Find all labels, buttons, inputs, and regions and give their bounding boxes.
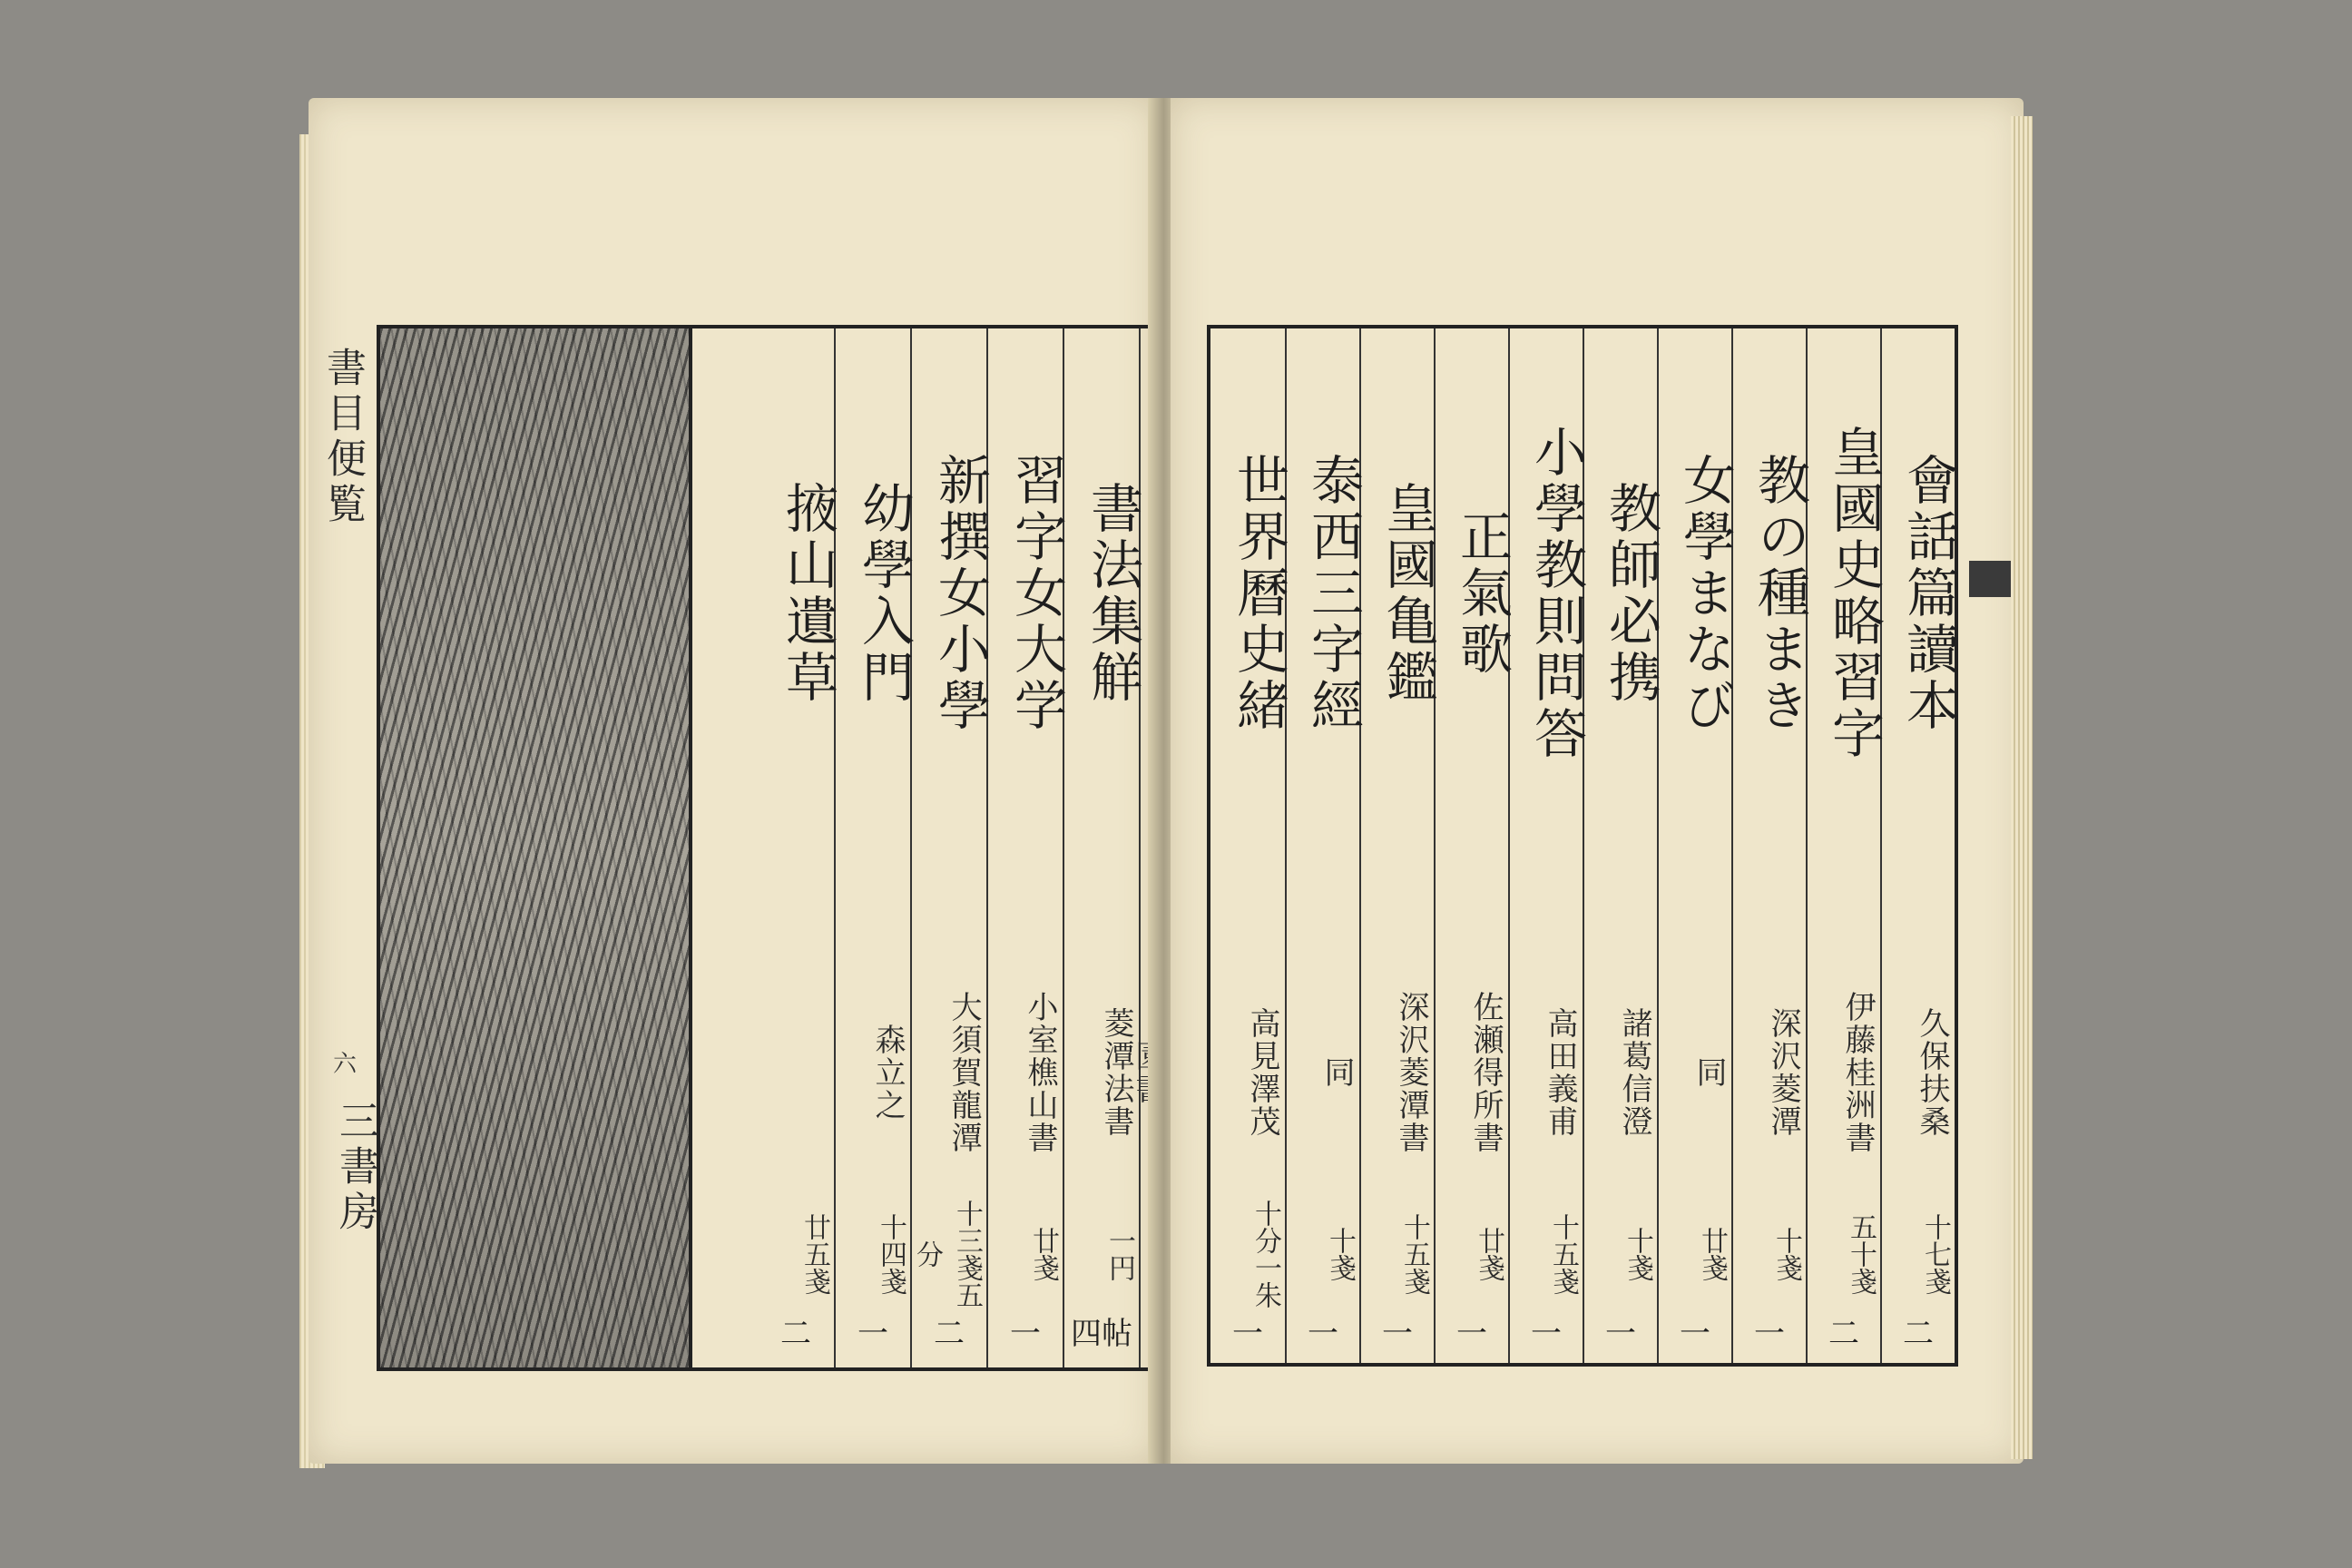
entry-price: 五十戔 (1845, 1213, 1877, 1295)
entry-title: 泰西三字經 (1302, 453, 1364, 734)
book-entry (1880, 328, 1959, 1363)
entry-volumes: 一 (858, 1316, 888, 1352)
entry-title: 女學まなび (1674, 453, 1736, 734)
right-entries (1207, 325, 1958, 1367)
entry-price: 廿戔 (1473, 1227, 1504, 1281)
entry-price: 十分一朱 (1250, 1200, 1281, 1308)
entry-price: 十五戔 (1398, 1213, 1430, 1295)
entry-title: 掖山遺草 (777, 481, 838, 706)
book-entry (834, 328, 915, 1367)
book-entry (1063, 328, 1143, 1367)
left-page (309, 98, 1157, 1464)
publisher-mark: 三書房 (332, 1100, 378, 1236)
entry-author: 諸葛信澄 (1616, 1007, 1652, 1138)
book-entry (1806, 328, 1885, 1363)
entry-title: 會話篇讀本 (1897, 453, 1959, 734)
entry-author: 大須賀龍潭 (946, 991, 982, 1154)
entry-title: 皇國史略習字 (1823, 425, 1885, 762)
entry-author: 深沢菱潭書 (1393, 991, 1429, 1154)
entry-title: 新撰女小學 (929, 453, 991, 734)
entry-title: 小學教則問答 (1525, 425, 1587, 762)
entry-price: 十戔 (1770, 1227, 1802, 1281)
entry-author: 森立之 (869, 1024, 906, 1122)
book-entry (1210, 328, 1289, 1363)
entry-author: 高見澤茂 (1244, 1007, 1280, 1138)
entry-author: 佐瀬得所書 (1467, 991, 1504, 1154)
entry-volumes: 一 (1010, 1316, 1041, 1352)
entry-author: 伊藤桂洲書 (1839, 991, 1876, 1154)
entry-volumes: 二 (934, 1316, 965, 1352)
book-entry (758, 328, 838, 1367)
entry-title: 教師必携 (1600, 481, 1661, 706)
entry-volumes: 一 (1605, 1316, 1636, 1352)
open-book (299, 98, 2024, 1477)
right-page (1171, 98, 2024, 1464)
book-entry (910, 328, 991, 1367)
book-entry (1508, 328, 1587, 1363)
entry-volumes: 二 (1828, 1316, 1859, 1352)
entry-volumes: 四帖 (1071, 1316, 1132, 1352)
entry-title: 皇國亀鑑 (1377, 481, 1438, 706)
entry-price: 廿戔 (1696, 1227, 1728, 1281)
entry-volumes: 一 (1680, 1316, 1710, 1352)
left-page-frame (319, 325, 1215, 1371)
entry-volumes: 一 (1232, 1316, 1263, 1352)
entry-volumes: 一 (1531, 1316, 1562, 1352)
book-entry (1434, 328, 1513, 1363)
book-entry (1285, 328, 1364, 1363)
entry-volumes: 一 (1308, 1316, 1338, 1352)
entry-author: 久保扶桑 (1914, 1007, 1950, 1138)
entry-author: 高田義甫 (1542, 1007, 1578, 1138)
entry-author: 深沢菱潭 (1765, 1007, 1801, 1138)
entry-title: 世界曆史緒 (1228, 453, 1289, 734)
book-entry (1359, 328, 1438, 1363)
entry-title: 正氣歌 (1451, 509, 1513, 678)
entry-price: 十戔 (1622, 1227, 1653, 1281)
entry-volumes: 一 (1382, 1316, 1413, 1352)
entry-author (758, 936, 834, 1209)
book-entry (1657, 328, 1736, 1363)
entry-volumes: 二 (1903, 1316, 1934, 1352)
book-entry (1731, 328, 1810, 1363)
entry-volumes: 一 (1456, 1316, 1487, 1352)
entry-author: 菱潭法書 (1098, 1007, 1134, 1138)
entry-title: 書法集觧 (1082, 481, 1143, 706)
entry-price: 十七戔 (1919, 1213, 1951, 1295)
entry-title: 幼學入門 (853, 481, 915, 706)
entry-price: 十五戔 (1547, 1213, 1579, 1295)
entry-price: 十戔 (1324, 1227, 1356, 1281)
book-edge-right (2011, 116, 2033, 1459)
entry-author: 同 (1690, 1056, 1727, 1089)
entry-volumes: 一 (1754, 1316, 1785, 1352)
entry-price: 一円 (1103, 1227, 1135, 1281)
entry-price: 廿戔 (1027, 1227, 1059, 1281)
entry-price: 十三戔五分 (911, 1200, 983, 1308)
book-entry (1583, 328, 1661, 1363)
entry-author: 同 (1318, 1056, 1355, 1089)
entry-volumes: 二 (780, 1316, 811, 1352)
entry-title: 習字女大学 (1005, 453, 1067, 734)
left-entries (692, 328, 1215, 1367)
book-entry (986, 328, 1067, 1367)
entry-price: 廿五戔 (799, 1213, 830, 1295)
entry-price: 十四戔 (875, 1213, 906, 1295)
ink-rubbing-panel (380, 328, 692, 1367)
entry-title: 教の種まき (1749, 453, 1810, 734)
page-number: 六 (333, 1051, 358, 1078)
spine-title: 書目便覧 (319, 347, 366, 528)
entry-author: 小室樵山書 (1022, 991, 1058, 1154)
